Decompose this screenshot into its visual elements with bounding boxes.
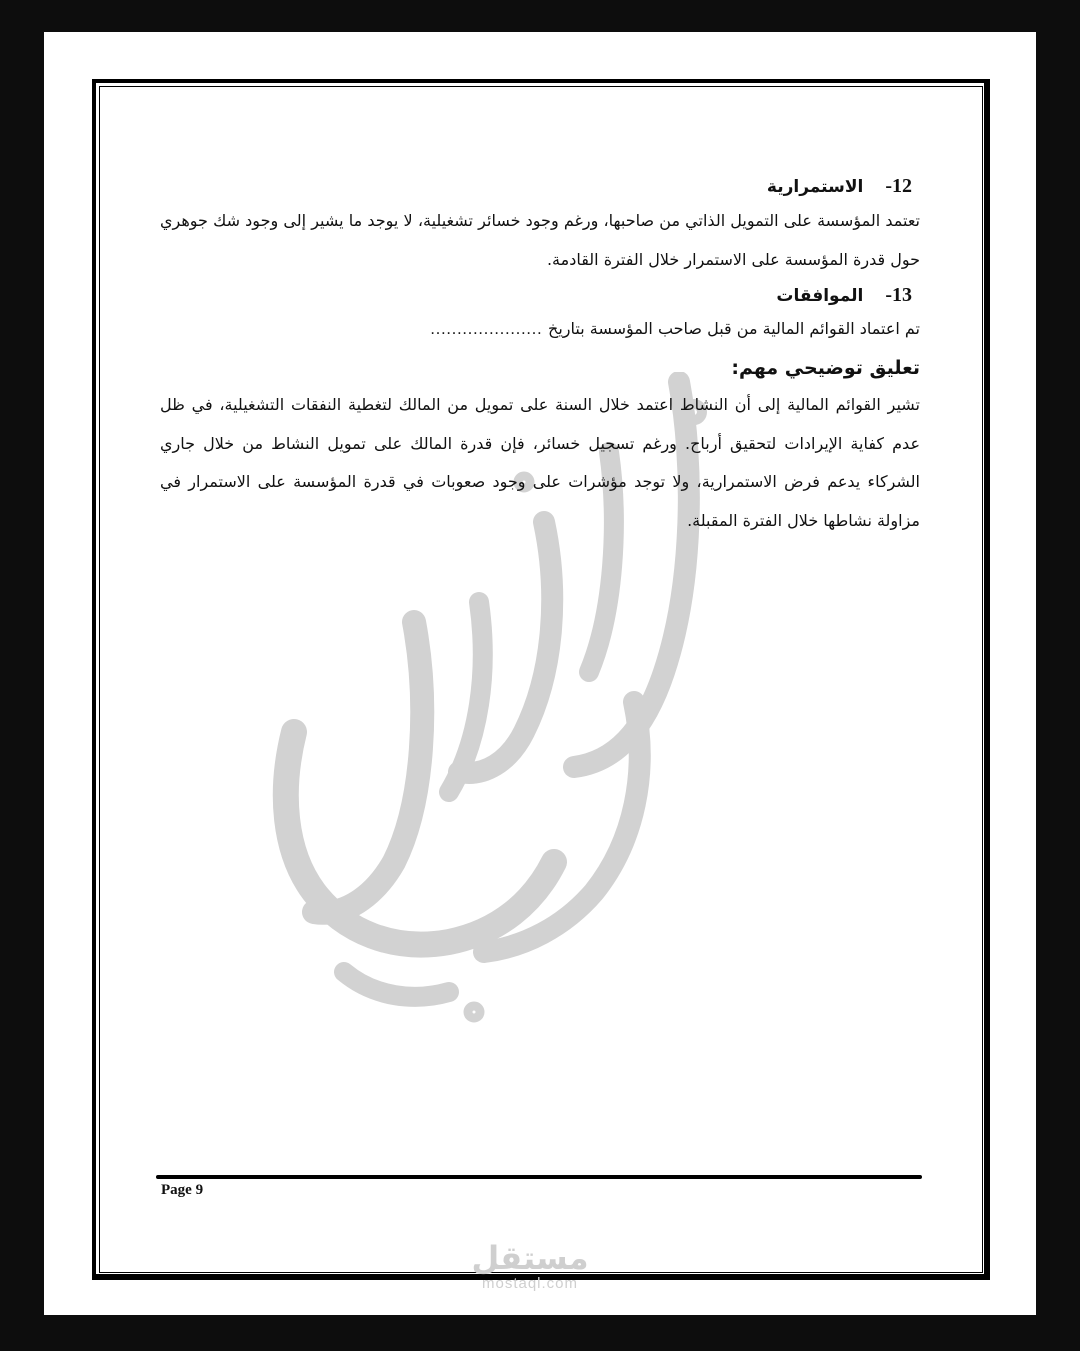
date-placeholder-dots: ………………… bbox=[430, 321, 543, 338]
section-title: الموافقات bbox=[776, 286, 864, 306]
comment-title: تعليق توضيحي مهم: bbox=[731, 357, 920, 379]
footer-divider bbox=[156, 1175, 922, 1179]
section-body-continuity: تعتمد المؤسسة على التمويل الذاتي من صاحبها، ورغم وجود خسائر تشغيلية، لا يوجد ما يشير إلى وجود شك جوهري حول قدرة المؤسسة على الاستمرار خلال الفترة القادمة. bbox=[160, 211, 920, 269]
approval-text: تم اعتماد القوائم المالية من قبل صاحب المؤسسة بتاريخ bbox=[548, 319, 920, 338]
mostaql-watermark-logo bbox=[430, 1240, 630, 1292]
section-number: 13- bbox=[885, 284, 912, 306]
section-number: 12- bbox=[885, 175, 912, 197]
page-number: Page 9 bbox=[161, 1182, 204, 1198]
mostaql-logo-url: mostaql.com bbox=[481, 1275, 579, 1292]
section-title: الاستمرارية bbox=[766, 177, 864, 197]
section-heading-continuity bbox=[160, 170, 920, 202]
section-heading-approvals bbox=[160, 279, 920, 311]
document-page bbox=[44, 32, 1036, 1315]
section-body-approvals bbox=[160, 311, 920, 348]
comment-body: تشير القوائم المالية إلى أن النشاط اعتمد خلال السنة على تمويل من المالك لتغطية النفقات التشغيلية، في ظل عدم كفاية الإيرادات لتحقيق أرباح. ورغم تسجيل خسائر، فإن قدرة المالك على تمويل النشاط من خلال جاري الشركاء يدعم فرض الاستمرارية، ولا توجد مؤشرات على وجود صعوبات في قدرة المؤسسة على الاستمرار في مزاولة نشاطها خلال الفترة المقبلة. bbox=[160, 395, 920, 530]
mostaql-logo-arabic: مستقل bbox=[471, 1239, 589, 1277]
document-content bbox=[160, 170, 920, 540]
